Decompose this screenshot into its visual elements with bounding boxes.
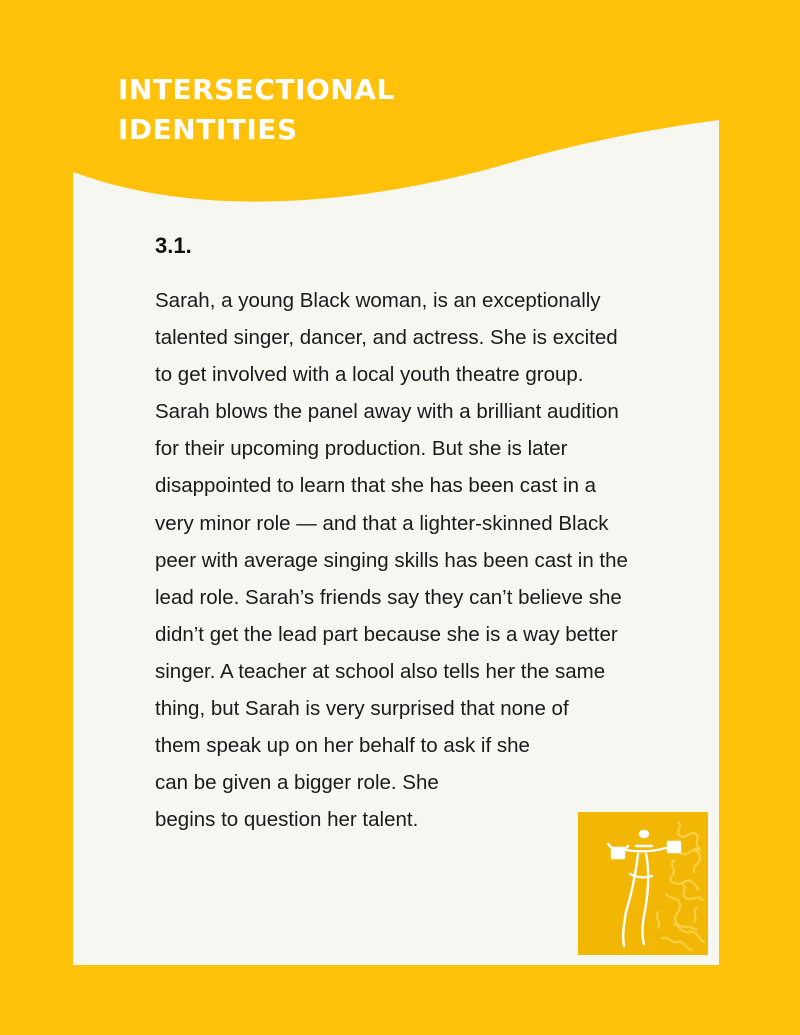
scenario-line: can be given a bigger role. She (155, 771, 439, 795)
person-balancing-scales-icon (578, 812, 708, 955)
card-number: 3.1. (155, 233, 192, 258)
scenario-line: them speak up on her behalf to ask if she (155, 734, 530, 758)
scenario-line: begins to question her talent. (155, 808, 419, 832)
scenario-line: thing, but Sarah is very surprised that none of (155, 697, 569, 721)
category-title-line2: IDENTITIES (118, 113, 298, 146)
scenario-line: didn’t get the lead part because she is a way better (155, 622, 618, 646)
scenario-line: disappointed to learn that she has been cast in a (155, 474, 597, 498)
scenario-text (155, 282, 655, 838)
scenario-line: for their upcoming production. But she is later (155, 437, 568, 461)
scenario-line: talented singer, dancer, and actress. She is excited (155, 326, 618, 350)
scenario-line: very minor role — and that a lighter-skinned Black (155, 511, 609, 535)
scenario-line: singer. A teacher at school also tells her the same (155, 659, 606, 683)
scenario-line: peer with average singing skills has been cast in the (155, 548, 628, 572)
scenario-line: Sarah, a young Black woman, is an exceptionally (155, 289, 601, 312)
scenario-line: Sarah blows the panel away with a brilliant audition (155, 400, 619, 424)
category-title-line1: INTERSECTIONAL (118, 73, 395, 106)
scenario-line: lead role. Sarah’s friends say they can’t believe she (155, 585, 622, 609)
scenario-line: to get involved with a local youth theatre group. (155, 363, 584, 387)
category-title (118, 70, 478, 150)
